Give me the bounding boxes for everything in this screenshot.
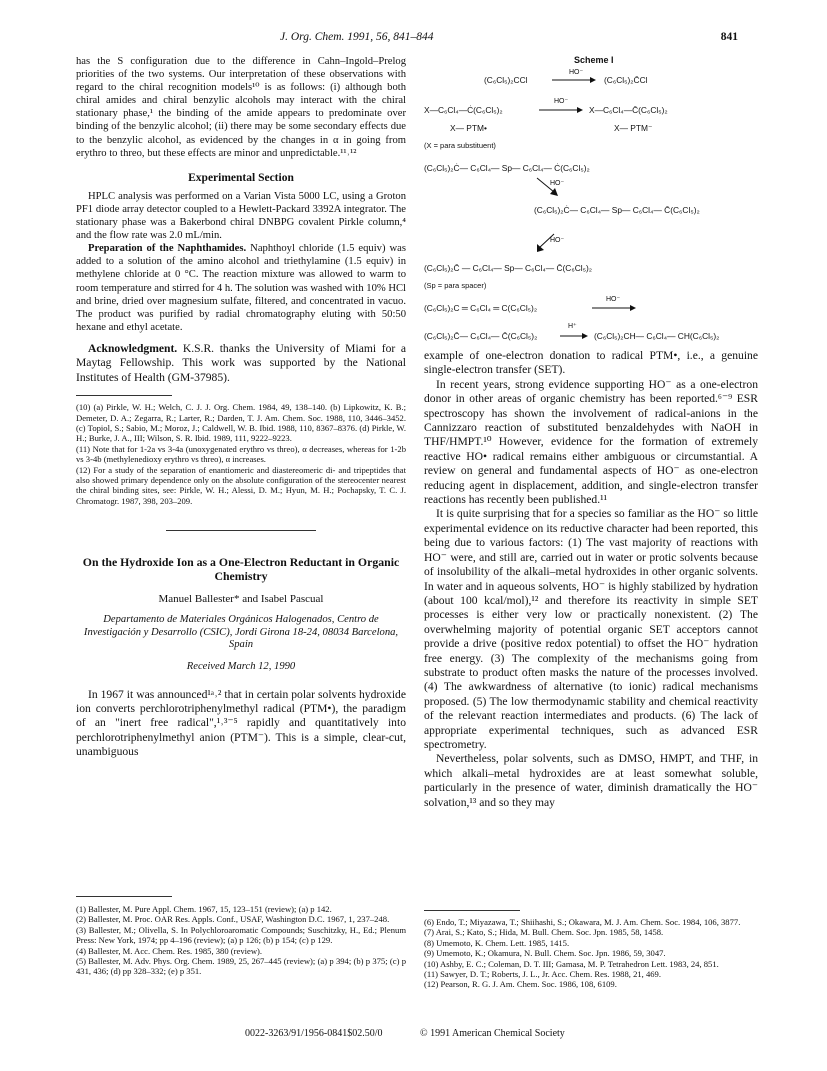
paragraph: It is quite surprising that for a species so familiar as the HO⁻ so little experimental evidence on its reductive character had been reported, this being due to various factors: (1) The vast majority of reactions with HO⁻ were, and still are, carried out in water or protic solvents because of insolubility of the alkali–metal hydroxides in other organic solvents. In water and in aqueous solvents, HO⁻ is highly stabilized by hydration (about 100 kcal/mol),¹² and therefore its reactivity in simple SET processes is either very low or practically nonexistent. (2) The overwhelming majority of potential organic SET acceptors cannot provide a drive (positive redox potential) to offset the HO⁻ hydration free energy. (3) The complexity of the mechanisms going from substrate to product often masks the nature of the processes involved. (4) The awkwardness of alternative (to ionic) radical mechanisms proposed. (5) The low thermodynamic stability and chemical reactivity of the relevant reaction intermediates and products. (6) The lack of appropriate experimental techniques, such as advanced ESR spectrometry. <box>424 507 758 751</box>
acknowledgment <box>76 342 406 385</box>
reaction-arrow <box>560 332 588 340</box>
section-title: Experimental Section <box>188 171 294 184</box>
paragraph: example of one-electron donation to radical PTM•, i.e., a genuine single-electron transfer (SET). <box>424 349 758 377</box>
footnote: (12) For a study of the separation of enantiomeric and diastereomeric di- and tripeptides that also showed primary dependence only on the absolute configuration of the stereocenter nearest the chiral binding sites, see: Pirkle, W. H.; Alessi, D. M.; Hyun, M. H.; Pochapsky, T. C. J. Chromatogr. 1987, 398, 203–209. <box>76 464 406 506</box>
footnote: (3) Ballester, M.; Olivella, S. In Polychloroaromatic Compounds; Suschitzky, H., Ed.; Plenum Press: New York, 1974; pp 4–196 (review); (a) p 126; (b) p 154; (c) p 129. <box>76 924 406 946</box>
footnote: (10) Ashby, E. C.; Coleman, D. T. III; Gamasa, M. P. Tetrahedron Lett. 1983, 24, 851. <box>424 958 719 969</box>
paragraph: HPLC analysis was performed on a Varian Vista 5000 LC, using a Groton PF1 diode array detector coupled to a Hewlett-Packard 3392A integrator. The stationary phase was a Bakerbond chiral DNBPG covalent Pirkle column,⁴ and the flow rate was 2.0 mL/min. <box>76 190 406 242</box>
reagent-label: HO⁻ <box>569 69 584 76</box>
reagent-label: H⁺ <box>568 323 577 330</box>
paragraph-body: K.S.R. thanks the University of Miami for a Maytag Fellowship. This work was supported by the National Institutes of Health (GM-37985). <box>76 341 406 384</box>
paragraph: In 1967 it was announced¹ᵃ˒² that in certain polar solvents hydroxide ion converts perchlorotriphenylmethyl radical (PTM•), the paradigm of an "inert free radical",¹˒³⁻⁵ rapidly and quantitatively into perchlorotriphenylmethyl anion (PTM⁻). This is a simple, clear-cut, unambiguous <box>76 687 406 759</box>
footnote: (4) Ballester, M. Acc. Chem. Res. 1985, 380 (review). <box>76 945 263 956</box>
footnote-rule <box>424 910 520 911</box>
footnote: (11) Sawyer, D. T.; Roberts, J. L., Jr. Acc. Chem. Res. 1988, 21, 469. <box>424 969 661 980</box>
footnote: (2) Ballester, M. Proc. OAR Res. Appls. Conf., USAF, Washington D.C. 1967, 1, 237–248. <box>76 914 390 925</box>
article-title: On the Hydroxide Ion as a One-Electron Reductant in Organic Chemistry <box>82 555 400 584</box>
reaction-arrow <box>552 76 596 84</box>
affiliation: Departamento de Materiales Orgánicos Halogenados, Centro de Investigación y Desarrollo (CSIC), Jordi Girona 18-24, 08034 Barcelona, Spain <box>83 614 399 651</box>
scheme-label: X— PTM• <box>450 123 487 133</box>
footnote: (6) Endo, T.; Miyazawa, T.; Shiihashi, S.; Okawara, M. J. Am. Chem. Soc. 1984, 106, 3877. <box>424 917 741 927</box>
scheme-formula: (C₆Cl₅)₂CH— C₆Cl₄— CH(C₆Cl₅)₂ <box>594 331 720 341</box>
page-number: 841 <box>720 31 738 43</box>
received-date: Received March 12, 1990 <box>186 661 296 673</box>
footnotes-right <box>424 917 758 990</box>
footnote: (12) Pearson, R. G. J. Am. Chem. Soc. 1986, 108, 6109. <box>424 979 617 990</box>
running-header <box>0 31 827 47</box>
scheme-formula: (C₆Cl₅)₂C̄— C₆Cl₄— C̄(C₆Cl₅)₂ <box>424 331 538 341</box>
right-column <box>424 349 758 810</box>
scheme-formula: (C₆Cl₅)₂CCl <box>484 75 528 85</box>
paragraph: In recent years, strong evidence supporting HO⁻ as a one-electron donor in other areas of organic chemistry has been reported.⁶⁻⁹ ESR spectroscopy has shown the involvement of radical-anions in the Cannizzaro reaction of substituted benzaldehydes with NaOH in THF/HMPT.¹⁰ However, evidence for the formation of extremely reactive HO• radical remains either ambiguous or circumstantial. A review on general and fundamental aspects of HO⁻ as one-electron reducing agent in displacement, addition, and single-electron transfer reactions has recently been published.¹¹ <box>424 377 758 507</box>
copyright: © 1991 American Chemical Society <box>420 1028 565 1039</box>
scheme-formula: (C₆Cl₅)₂Ċ— C₆Cl₄— Sp— C₆Cl₄— Ċ(C₆Cl₅)₂ <box>424 163 590 173</box>
run-in-heading: Acknowledgment. <box>88 341 178 355</box>
authors: Manuel Ballester* and Isabel Pascual <box>158 593 324 606</box>
journal-code: 0022-3263/91/1956-0841$02.50/0 <box>245 1028 383 1039</box>
footnote: (10) (a) Pirkle, W. H.; Welch, C. J. J. Org. Chem. 1984, 49, 138–140. (b) Lipkowitz, K. B.; Demeter, D. A.; Zegarra, R.; Larter, R.; Darden, T. J. Am. Chem. Soc. 1988, 110, 3446–3452. (c) Topiol, S.; Sabio, M.; Moroz, J.; Caldwell, W. B. Ibid. 1988, 110, 8367–8376. (d) Pirkle, W. H.; Burke, J. A., III; Wilson, S. R. Ibid. 1989, 111, 9222–9223. <box>76 402 406 444</box>
paragraph-body: Naphthoyl chloride (1.5 equiv) was added to a solution of the amino alcohol and triethylamine (1.5 equiv) in methylene chloride at 0 °C. The reaction mixture was allowed to warm to room temperature and stirred for 4 h. The solution was washed with 10% HCl and brine, dried over magnesium sulfate, filtered, and concentrated in vacuo. The product was purified by radial chromatography eluting with 50:50 hexane and ethyl acetate. <box>76 243 406 333</box>
scheme-formula: (C₆Cl₅)₂C̄Cl <box>604 75 648 85</box>
footnote: (7) Arai, S.; Kato, S.; Hida, M. Bull. Chem. Soc. Jpn. 1985, 58, 1458. <box>424 927 664 938</box>
footnotes-left <box>76 904 406 977</box>
scheme-title: Scheme I <box>574 55 614 65</box>
article-separator <box>166 530 316 531</box>
reagent-label: HO⁻ <box>550 180 565 187</box>
reagent-label: HO⁻ <box>550 237 565 244</box>
scheme-formula: (C₆Cl₅)₂C̄ — C₆Cl₄— Sp— C₆Cl₄— C̄(C₆Cl₅)₂ <box>424 263 593 273</box>
footnote-rule <box>76 896 172 897</box>
scheme-formula: (C₆Cl₅)₂C ═ C₆Cl₄ ═ C(C₆Cl₅)₂ <box>424 303 538 313</box>
reaction-arrow <box>539 106 583 114</box>
reagent-label: HO⁻ <box>554 98 569 105</box>
reaction-scheme <box>424 55 770 385</box>
footnote: (5) Ballester, M. Adv. Phys. Org. Chem. 1989, 25, 267–445 (review); (a) p 394; (b) p 375; (c) p 431, 436; (d) pp 328–332; (e) p 351. <box>76 956 406 977</box>
journal-citation: J. Org. Chem. 1991, 56, 841–844 <box>280 31 434 43</box>
paragraph: Nevertheless, polar solvents, such as DMSO, HMPT, and THF, in which alkali–metal hydroxides are at least somewhat soluble, particularly in the presence of water, diminish dramatically the HO⁻ solvation,¹³ and so they may <box>424 752 758 809</box>
scheme-formula: (C₆Cl₅)₂Ċ— C₆Cl₄— Sp— C₆Cl₄— C̄(C₆Cl₅)₂ <box>534 205 700 215</box>
scheme-formula: X—C₆Cl₄—Ċ(C₆Cl₅)₂ <box>424 105 503 115</box>
paragraph <box>76 242 406 334</box>
footnote: (8) Umemoto, K. Chem. Lett. 1985, 1415. <box>424 937 570 948</box>
scheme-formula: X—C₆Cl₄—C̄(C₆Cl₅)₂ <box>589 105 668 115</box>
scheme-note: (Sp = para spacer) <box>424 281 487 290</box>
paragraph: has the S configuration due to the difference in Cahn–Ingold–Prelog priorities of the two systems. Our interpretation of these observations with regard to the chiral recognition models¹⁰ is as follows: (i) although both chiral amides and chiral benzylic alcohols may interact with the chiral stationary phase,¹ the binding of the amide appears to predominate over binding of the benzylic alcohol; (ii) there may be some secondary effects due to the benzylic alcohol, as evidenced by the changes in α in going from erythro to threo, but these effects are minor and unpredictable.¹¹˒¹² <box>76 56 406 159</box>
reaction-arrow <box>592 304 636 312</box>
scheme-note: (X = para substituent) <box>424 141 496 150</box>
reagent-label: HO⁻ <box>606 296 621 303</box>
left-column <box>76 55 406 760</box>
run-in-heading: Preparation of the Naphthamides. <box>88 243 247 255</box>
scheme-label: X— PTM⁻ <box>614 123 653 133</box>
footnote: (11) Note that for 1-2a vs 3-4a (unoxygenated erythro vs threo), α decreases, whereas for 1-2b vs 3-4b (methylenedioxy erythro vs threo), α increases. <box>76 443 406 465</box>
footnote: (9) Umemoto, K.; Okamura, N. Bull. Chem. Soc. Jpn. 1986, 59, 3047. <box>424 948 666 959</box>
footnote: (1) Ballester, M. Pure Appl. Chem. 1967, 15, 123–151 (review); (a) p 142. <box>76 904 332 914</box>
footnote-rule <box>76 395 172 396</box>
